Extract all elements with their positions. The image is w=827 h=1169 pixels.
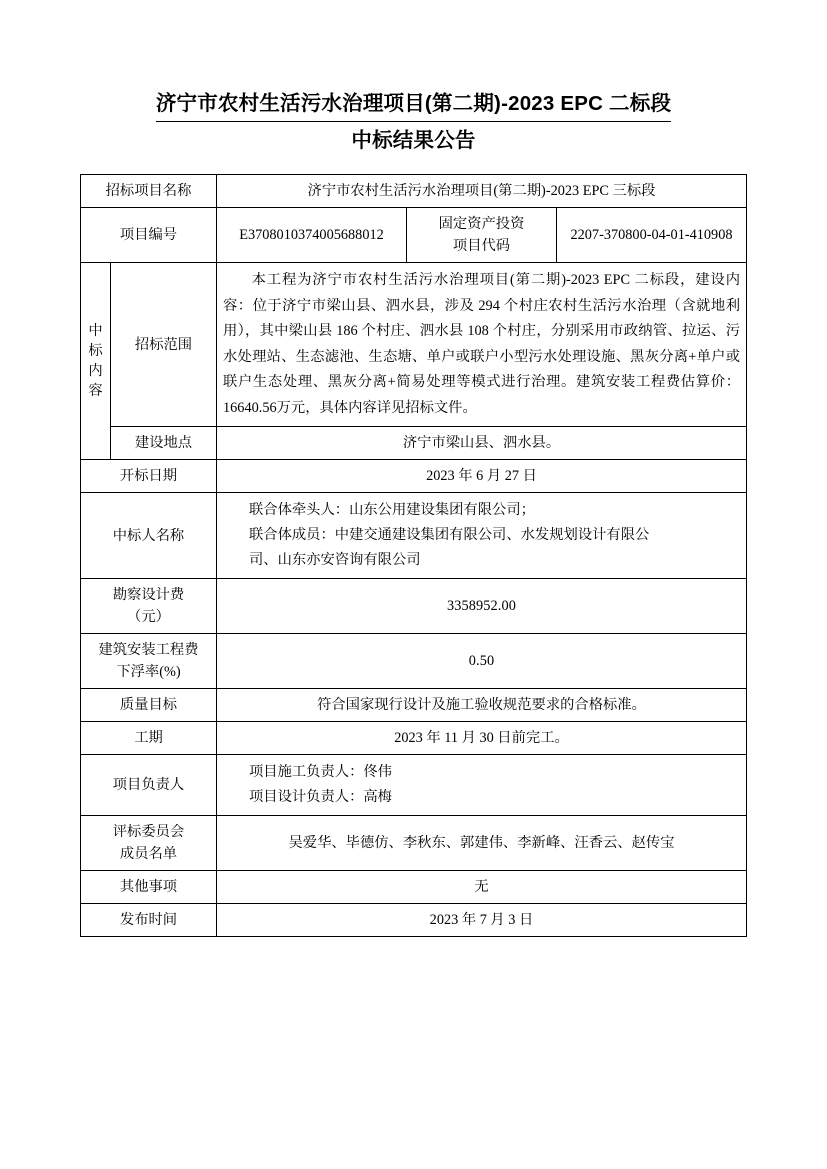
value-publish-time: 2023 年 7 月 3 日 — [217, 904, 747, 937]
label-asset-investment-code-line1: 固定资产投资 — [438, 216, 525, 232]
value-discount-rate: 0.50 — [217, 634, 747, 689]
table-row-duration — [81, 722, 747, 755]
value-asset-investment-code: 2207-370800-04-01-410908 — [557, 208, 747, 263]
value-other-matters: 无 — [217, 871, 747, 904]
winner-line-2: 联合体成员：中建交通建设集团有限公司、水发规划设计有限公 — [249, 527, 650, 543]
vertical-char-4: 容 — [88, 383, 103, 399]
title-line-1-wrapper — [0, 88, 827, 122]
label-other-matters: 其他事项 — [81, 871, 217, 904]
label-asset-investment-code — [407, 208, 557, 263]
label-project-managers: 项目负责人 — [81, 755, 217, 816]
title-line-1: 济宁市农村生活污水治理项目(第二期)-2023 EPC 二标段 — [156, 88, 671, 122]
table-row-project-code — [81, 208, 747, 263]
label-project-code: 项目编号 — [81, 208, 217, 263]
label-winner: 中标人名称 — [81, 493, 217, 579]
label-duration: 工期 — [81, 722, 217, 755]
table-row-discount-rate — [81, 634, 747, 689]
label-bid-scope: 招标范围 — [111, 263, 217, 427]
label-bid-open-date: 开标日期 — [81, 460, 217, 493]
winner-line-1: 联合体牵头人：山东公用建设集团有限公司； — [249, 502, 535, 518]
label-review-committee-line2: 成员名单 — [119, 846, 178, 862]
bid-scope-text: 本工程为济宁市农村生活污水治理项目(第二期)-2023 EPC 二标段，建设内容：位于济宁市梁山县、泗水县，涉及 294 个村庄农村生活污水治理（含就地利用），其中梁山县 186 个村庄、泗水县 108 个村庄，分别采用市政纳管、拉运、污水处理站、生态滤池、生态塘、单户或联户小型污水处理设施、黑灰分离+单户或联户生态处理、黑灰分离+简易处理等模式进行治理。建筑安装工程费估算价：16640.56万元，具体内容详见招标文件。 — [223, 272, 740, 416]
winner-line-3: 司、山东亦安咨询有限公司 — [249, 552, 421, 568]
table-row-other — [81, 871, 747, 904]
manager-construction — [223, 760, 740, 785]
value-quality-target: 符合国家现行设计及施工验收规范要求的合格标准。 — [217, 689, 747, 722]
label-bid-content-vertical — [81, 263, 111, 460]
manager-construction-label: 项目施工负责人： — [249, 764, 364, 780]
value-survey-design-fee: 3358952.00 — [217, 579, 747, 634]
label-publish-time: 发布时间 — [81, 904, 217, 937]
document-title — [0, 0, 827, 157]
table-row-quality — [81, 689, 747, 722]
value-construction-site: 济宁市梁山县、泗水县。 — [217, 427, 747, 460]
label-review-committee-line1: 评标委员会 — [112, 824, 185, 840]
vertical-char-2: 标 — [88, 343, 103, 359]
value-project-managers — [217, 755, 747, 816]
table-row-bid-open-date — [81, 460, 747, 493]
value-bid-open-date: 2023 年 6 月 27 日 — [217, 460, 747, 493]
vertical-char-3: 内 — [88, 363, 103, 379]
title-line-2: 中标结果公告 — [351, 129, 476, 152]
table-row-project-name — [81, 175, 747, 208]
table-row-survey-fee — [81, 579, 747, 634]
vertical-char-1: 中 — [88, 323, 103, 339]
value-winner — [217, 493, 747, 579]
label-survey-design-fee — [81, 579, 217, 634]
table-row-winner — [81, 493, 747, 579]
label-review-committee — [81, 816, 217, 871]
table-row-publish-time — [81, 904, 747, 937]
label-quality-target: 质量目标 — [81, 689, 217, 722]
table-row-bid-scope — [81, 263, 747, 427]
announcement-table — [80, 174, 747, 937]
label-discount-rate-line1: 建筑安装工程费 — [98, 642, 199, 658]
manager-design-label: 项目设计负责人： — [249, 789, 364, 805]
manager-construction-name: 佟伟 — [363, 764, 392, 780]
value-project-name: 济宁市农村生活污水治理项目(第二期)-2023 EPC 三标段 — [217, 175, 747, 208]
label-construction-site: 建设地点 — [111, 427, 217, 460]
label-discount-rate — [81, 634, 217, 689]
value-duration: 2023 年 11 月 30 日前完工。 — [217, 722, 747, 755]
table-row-committee — [81, 816, 747, 871]
table-row-managers — [81, 755, 747, 816]
value-review-committee: 吴爱华、毕德仿、李秋东、郭建伟、李新峰、汪香云、赵传宝 — [217, 816, 747, 871]
label-survey-design-fee-line2: （元） — [127, 609, 170, 625]
value-project-code: E3708010374005688012 — [217, 208, 407, 263]
manager-design-name: 高梅 — [363, 789, 392, 805]
table-row-site — [81, 427, 747, 460]
value-bid-scope — [217, 263, 747, 427]
label-project-name: 招标项目名称 — [81, 175, 217, 208]
label-discount-rate-line2: 下浮率(%) — [116, 664, 181, 680]
label-asset-investment-code-line2: 项目代码 — [452, 238, 511, 254]
label-survey-design-fee-line1: 勘察设计费 — [112, 587, 185, 603]
manager-design — [223, 785, 740, 810]
